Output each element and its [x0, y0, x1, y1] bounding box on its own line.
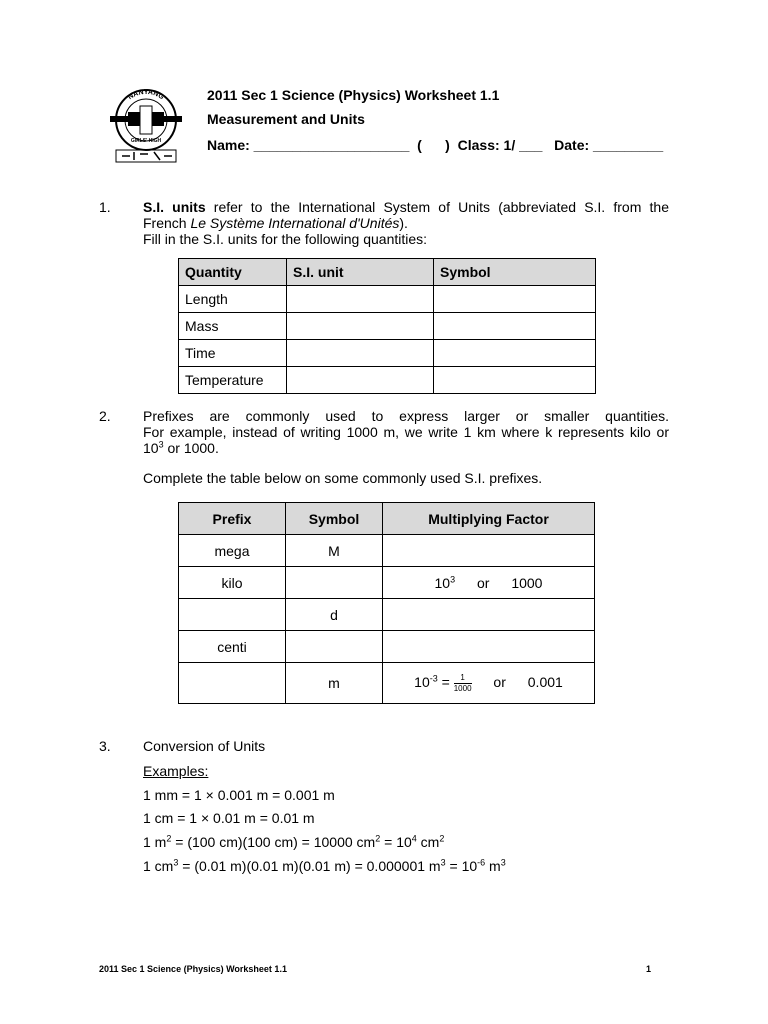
col-prefix: Prefix	[179, 503, 286, 535]
answer-cell[interactable]	[179, 599, 286, 631]
answer-cell[interactable]	[434, 340, 596, 367]
worksheet-subtitle: Measurement and Units	[207, 111, 365, 127]
col-quantity: Quantity	[179, 259, 287, 286]
example-1: 1 mm = 1 × 0.001 m = 0.001 m	[143, 787, 335, 803]
answer-cell[interactable]	[287, 286, 434, 313]
logo-bottom-text: GIRLS' HIGH	[130, 138, 162, 144]
answer-cell[interactable]	[434, 313, 596, 340]
french-name: Le Système International d'Unités	[190, 215, 400, 231]
name-class-date-line: Name: ____________________ ( ) Class: 1/ ___ Date: _________	[207, 137, 664, 153]
prefix-table	[178, 502, 595, 704]
question-1-number: 1.	[99, 199, 111, 215]
col-symbol: Symbol	[286, 503, 383, 535]
table-row: Length	[179, 286, 596, 313]
answer-cell[interactable]	[287, 340, 434, 367]
table-row: d	[179, 599, 595, 631]
answer-cell[interactable]	[286, 567, 383, 599]
table-row: Time	[179, 340, 596, 367]
question-3-number: 3.	[99, 738, 111, 754]
question-3-title: Conversion of Units	[143, 738, 266, 754]
fraction: $\frac{1}{1000}$	[453, 672, 472, 693]
prefix-instruction: Complete the table below on some commonly used S.I. prefixes.	[143, 470, 543, 486]
answer-cell[interactable]	[383, 535, 595, 567]
si-units-table	[178, 258, 596, 394]
question-2-text: Prefixes are commonly used to express larger or smaller quantities. For example, instead of writing 1000 m, we write 1 km where k represents kilo or $10^3$ or 1000.	[143, 408, 669, 456]
logo-arc-text: NANYANG	[127, 88, 165, 102]
table-row: Temperature	[179, 367, 596, 394]
answer-cell[interactable]	[287, 313, 434, 340]
answer-cell[interactable]	[287, 367, 434, 394]
school-logo	[110, 78, 182, 168]
table-row: mega M	[179, 535, 595, 567]
table-row: kilo $10^3$ or 1000	[179, 567, 595, 599]
answer-cell[interactable]	[286, 631, 383, 663]
question-2-number: 2.	[99, 408, 111, 424]
question-1-text: S.I. units refer to the International System of Units (abbreviated S.I. from the French Le Système International d'Unités). Fill in the S.I. units for the following quantities:	[143, 199, 669, 247]
table-row: centi	[179, 631, 595, 663]
table-row: Mass	[179, 313, 596, 340]
answer-cell[interactable]	[383, 631, 595, 663]
answer-cell[interactable]	[179, 663, 286, 704]
page-number: 1	[646, 964, 652, 974]
col-symbol: Symbol	[434, 259, 596, 286]
si-units-term: S.I. units	[143, 199, 206, 215]
table-row: m $10^{-3}$ = $\frac{1}{1000}$ or 0.001	[179, 663, 595, 704]
col-multiplying-factor: Multiplying Factor	[383, 503, 595, 535]
examples-label: Examples:	[143, 763, 209, 779]
answer-cell[interactable]	[434, 286, 596, 313]
col-si-unit: S.I. unit	[287, 259, 434, 286]
svg-text:NANYANG	[127, 89, 165, 102]
footer-title: 2011 Sec 1 Science (Physics) Worksheet 1.1	[99, 964, 287, 974]
example-4: 1 $cm^3 = (0.01$ m)(0.01 m)(0.01 m) = 0.000001 $m^3 = 10^{-6}$ $m^3$	[143, 857, 506, 874]
example-2: 1 cm = 1 × 0.01 m = 0.01 m	[143, 810, 315, 826]
worksheet-title: 2011 Sec 1 Science (Physics) Worksheet 1.1	[207, 87, 500, 103]
answer-cell[interactable]	[383, 599, 595, 631]
answer-cell[interactable]	[434, 367, 596, 394]
example-3: 1 $m^2 = (100$ cm)(100 cm) = 10000 $cm^2 = 10^4$ $cm^2$	[143, 833, 445, 850]
